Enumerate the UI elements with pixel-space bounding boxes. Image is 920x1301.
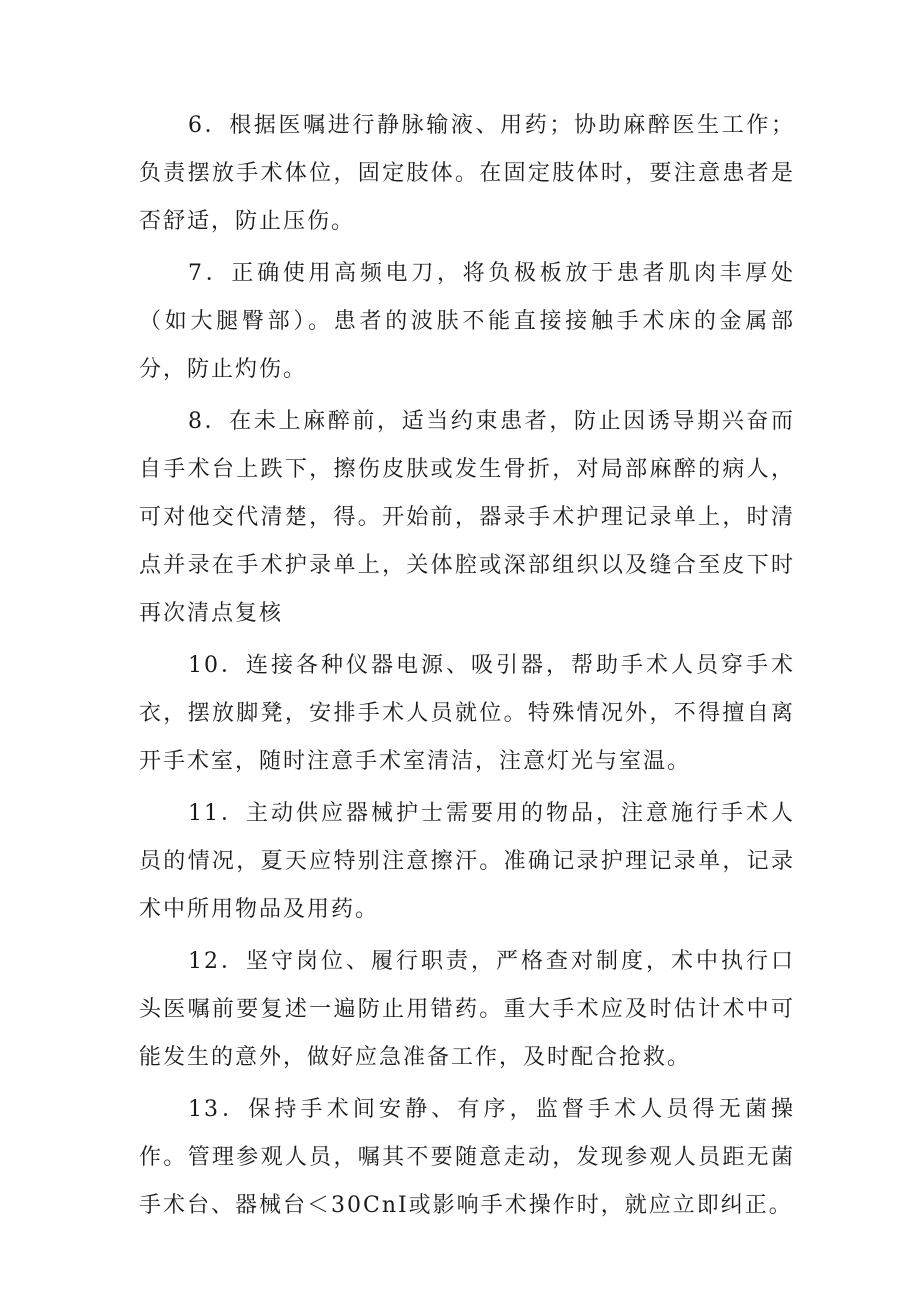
paragraph-text: ．主动供应器械护士需要用的物品，注意施行手术人员的情况，夏天应特别注意擦汗。准确记录护理记录单，记录术中所用物品及用药。 xyxy=(139,801,795,922)
paragraph-text: ．在未上麻醉前，适当约束患者，防止因诱导期兴奋而自手术台上跌下，擦伤皮肤或发生骨折，对局部麻醉的病人，可对他交代清楚，得。开始前，器录手术护理记录单上，时清点并录在手术护录单上，关体腔或深部组织以及缝合至皮下时再次清点复核 xyxy=(139,409,795,626)
paragraph-item-10 xyxy=(139,642,795,786)
document-body xyxy=(139,102,795,1234)
paragraph-text: ．坚守岗位、履行职责，严格查对制度，术中执行口头医嘱前要复述一遍防止用错药。重大手术应及时估计术中可能发生的意外，做好应急准备工作，及时配合抢救。 xyxy=(139,949,795,1070)
paragraph-item-11 xyxy=(139,790,795,934)
paragraph-text: ．正确使用高频电刀，将负极板放于患者肌肉丰厚处（如大腿臀部）。患者的波肤不能直接接触手术床的金属部分，防止灼伤。 xyxy=(139,261,795,382)
paragraph-item-13 xyxy=(139,1086,795,1230)
paragraph-text: ．保持手术间安静、有序，监督手术人员得无菌操作。管理参观人员，嘱其不要随意走动，发现参观人员距无菌手术台、器械台＜30CnI或影响手术操作时，就应立即纠正。 xyxy=(139,1097,795,1218)
paragraph-number: 12 xyxy=(188,949,220,974)
paragraph-number: 13 xyxy=(188,1097,220,1122)
paragraph-item-12 xyxy=(139,938,795,1082)
paragraph-item-8 xyxy=(139,398,795,638)
paragraph-number: 6 xyxy=(188,113,204,138)
paragraph-number: 8 xyxy=(188,409,204,434)
paragraph-item-7 xyxy=(139,250,795,394)
paragraph-item-6 xyxy=(139,102,795,246)
paragraph-text: ．根据医嘱进行静脉输液、用药；协助麻醉医生工作；负责摆放手术体位，固定肢体。在固定肢体时，要注意患者是否舒适，防止压伤。 xyxy=(139,113,795,234)
paragraph-text: ．连接各种仪器电源、吸引器，帮助手术人员穿手术衣，摆放脚凳，安排手术人员就位。特殊情况外，不得擅自离开手术室，随时注意手术室清洁，注意灯光与室温。 xyxy=(139,653,795,774)
paragraph-number: 7 xyxy=(188,261,204,286)
paragraph-number: 10 xyxy=(188,653,220,678)
paragraph-number: 11 xyxy=(188,801,220,826)
